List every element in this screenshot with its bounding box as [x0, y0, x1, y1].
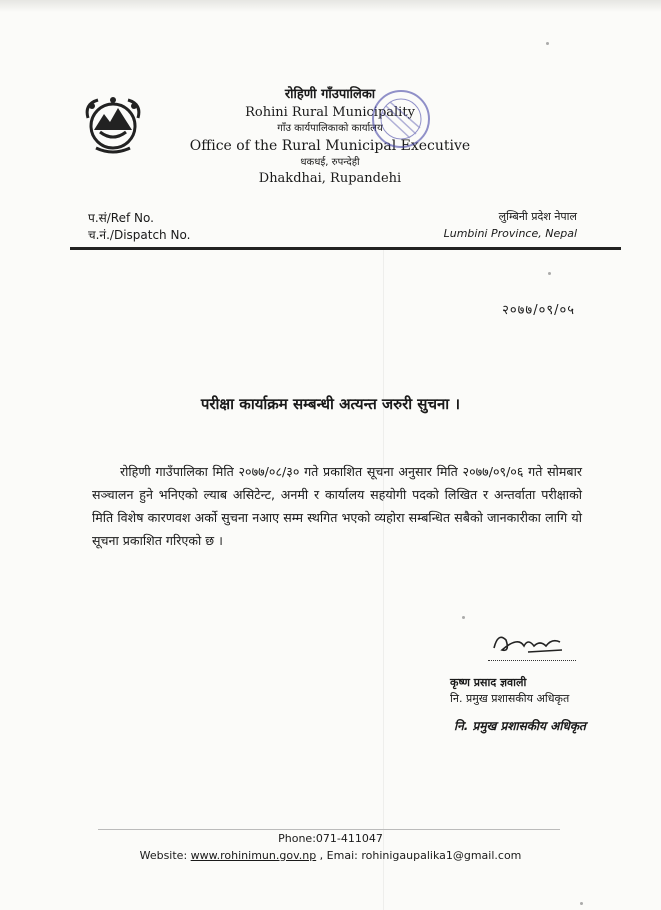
province-np: लुम्बिनी प्रदेश नेपाल — [498, 210, 577, 223]
province-block — [444, 208, 577, 242]
place-en: Dhakdhai, Rupandehi — [258, 171, 402, 186]
letter-date: २०७७/०९/०५ — [502, 303, 575, 318]
notice-title: परीक्षा कार्याक्रम सम्बन्धी अत्यन्त जरुरी सुचना । — [200, 395, 461, 413]
signature-line — [488, 660, 576, 661]
scan-speck — [580, 902, 583, 905]
province-en: Lumbini Province, Nepal — [443, 227, 577, 240]
dispatch-number-label: च.नं./Dispatch No. — [88, 228, 191, 242]
municipality-name-en: Rohini Rural Municipality — [245, 105, 415, 120]
fold-line — [383, 250, 384, 910]
email-address[interactable]: rohinigaupalika1@gmail.com — [361, 849, 522, 862]
scan-edge — [0, 0, 661, 12]
office-name-en: Office of the Rural Municipal Executive — [189, 138, 471, 154]
website-link[interactable]: www.rohinimun.gov.np — [190, 849, 317, 862]
office-name-np: गाँउ कार्यपालिकाको कार्यालय — [277, 123, 383, 134]
place-np: धकधई, रुपन्देही — [300, 157, 360, 168]
office-seal-stamp — [356, 84, 446, 154]
scan-speck — [462, 616, 465, 619]
footer-divider — [98, 829, 560, 830]
notice-body: रोहिणी गाउँपालिका मिति २०७७/०८/३० गते प्रकाशित सूचना अनुसार मिति २०७७/०९/०६ गते सोमबार सञ्चालन हुने भनिएको ल्याब असिटेन्ट, अनमी र कार्यालय सहयोगी पदको लिखित र अन्तर्वाता परीक्षाको मिति विशेष कारणवश अर्को सुचना नआए सम्म स्थगित भएको व्यहोरा सम्बन्धित सबैको जानकारीका लागि यो सूचना प्रकाशित गरिएको छ । — [92, 464, 582, 548]
municipality-name-np: रोहिणी गाँउपालिका — [284, 87, 376, 102]
handwritten-signature — [488, 626, 568, 660]
ref-number-label: प.सं/Ref No. — [88, 211, 154, 225]
email-label: , Emai: — [316, 849, 362, 862]
header-divider — [70, 247, 621, 250]
website-label: Website: — [139, 849, 191, 862]
signatory-role: नि. प्रमुख प्रशासकीय अधिकृत — [450, 692, 570, 705]
footer-phone: Phone:071-411047 — [278, 832, 383, 845]
footer-contact — [100, 848, 561, 864]
nepal-emblem-icon — [80, 92, 146, 158]
scan-speck — [546, 42, 549, 45]
designation-stamp: नि. प्रमुख प्रशासकीय अधिकृत — [454, 719, 586, 733]
scan-speck — [548, 272, 551, 275]
signatory-name: कृष्ण प्रसाद ज्ञवाली — [450, 676, 527, 689]
reference-block — [88, 210, 190, 244]
